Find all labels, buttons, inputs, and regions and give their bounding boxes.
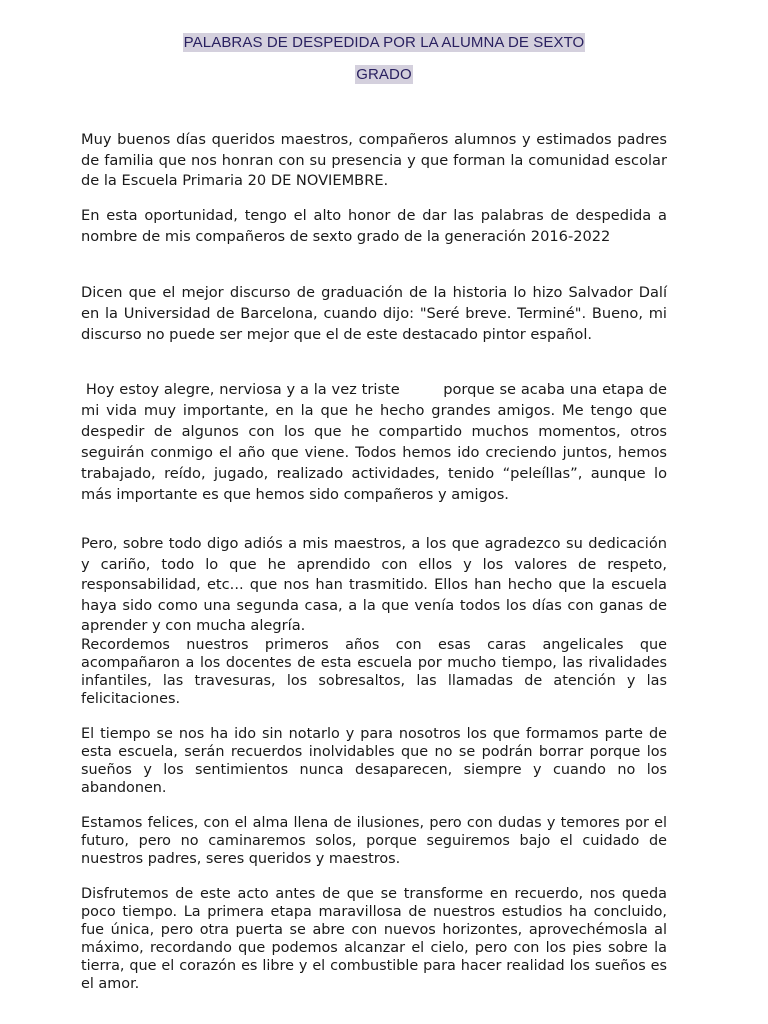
- paragraph-greeting: Muy buenos días queridos maestros, compañeros alumnos y estimados padres de familia que nos honran con su presencia y que forman la comunidad escolar de la Escuela Primaria 20 DE NOVIEMBRE.: [81, 131, 667, 189]
- paragraph-time: El tiempo se nos ha ido sin notarlo y para nosotros los que formamos parte de esta escuela, serán recuerdos inolvidables que no se podrán borrar porque los sueños y los sentimientos nunca desaparecen, siempre y cuando no los abandonen.: [81, 726, 667, 796]
- paragraph-feelings: Hoy estoy alegre, nerviosa y a la vez triste porque se acaba una etapa de mi vida muy importante, en la que he hecho grandes amigos. Me tengo que despedir de algunos con los que he compartido muchos momentos, otros seguirán conmigo el año que viene. Todos hemos ido creciendo juntos, hemos trabajado, reído, jugado, realizado actividades, tenido “peleíllas”, aunque lo más importante es que hemos sido compañeros y amigos.: [81, 381, 672, 503]
- paragraph-closing: Disfrutemos de este acto antes de que se transforme en recuerdo, nos queda poco tiempo. La primera etapa maravillosa de nuestros estudios ha concluido, fue única, pero otra puerta se abre con nuevos horizontes, aprovechémosla al máximo, recordando que podemos alcanzar el cielo, pero con los pies sobre la tierra, que el corazón es libre y el combustible para hacer realidad los sueños es el amor.: [81, 886, 667, 992]
- paragraph-dali-quote: Dicen que el mejor discurso de graduación de la historia lo hizo Salvador Dalí en la Universidad de Barcelona, cuando dijo: "Seré breve. Terminé". Bueno, mi discurso no puede ser mejor que el de este destacado pintor español.: [81, 284, 667, 343]
- title-highlight-1: PALABRAS DE DESPEDIDA POR LA ALUMNA DE SEXTO: [183, 34, 585, 51]
- paragraph-future: Estamos felices, con el alma llena de ilusiones, pero con dudas y temores por el futuro, pero no caminaremos solos, porque seguiremos bajo el cuidado de nuestros padres, seres queridos y maestros.: [81, 815, 667, 867]
- document-title-line-2: [0, 66, 768, 83]
- paragraph-memories: Recordemos nuestros primeros años con esas caras angelicales que acompañaron a los docentes de esta escuela por mucho tiempo, las rivalidades infantiles, las travesuras, los sobresaltos, las llamadas de atención y las felicitaciones.: [81, 637, 667, 707]
- title-highlight-2: GRADO: [356, 66, 412, 83]
- paragraph-honor: En esta oportunidad, tengo el alto honor de dar las palabras de despedida a nombre de mis compañeros de sexto grado de la generación 2016-2022: [81, 207, 667, 245]
- paragraph-teachers: Pero, sobre todo digo adiós a mis maestros, a los que agradezco su dedicación y cariño, todo lo que he aprendido con ellos y los valores de respeto, responsabilidad, etc... que nos han trasmitido. Ellos han hecho que la escuela haya sido como una segunda casa, a la que venía todos los días con ganas de aprender y con mucha alegría.: [81, 535, 667, 634]
- document-title-line-1: [0, 34, 768, 51]
